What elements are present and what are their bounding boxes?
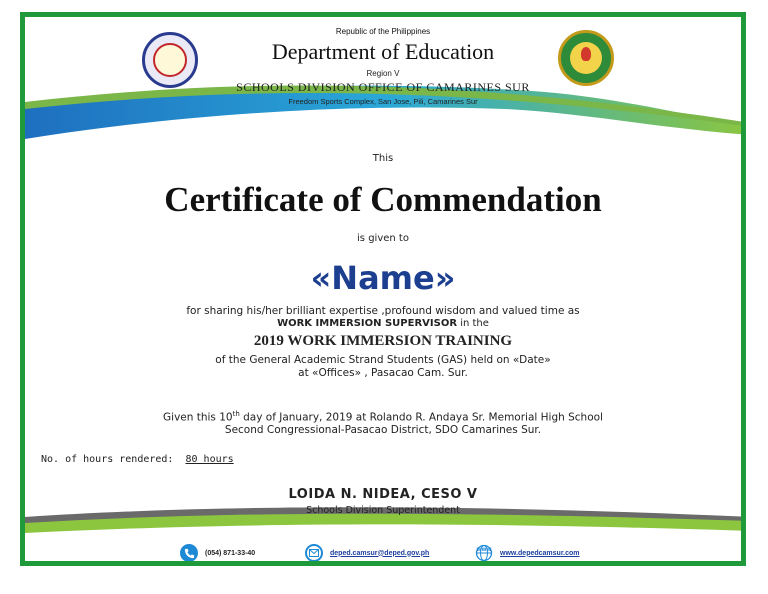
hours-value: 80 hours bbox=[185, 454, 234, 465]
hours-rendered bbox=[41, 454, 240, 465]
location-line: at «Offices» , Pasacao Cam. Sur. bbox=[298, 367, 468, 379]
email-contact[interactable] bbox=[305, 544, 429, 562]
recipient-name: «Name» bbox=[310, 259, 456, 297]
email-icon bbox=[305, 544, 323, 562]
division-address: Freedom Sports Complex, San Jose, Pili, Camarines Sur bbox=[288, 97, 478, 106]
role-suffix: in the bbox=[457, 318, 489, 329]
signatory-name: LOIDA N. NIDEA, CESO V bbox=[288, 487, 478, 502]
role-line bbox=[25, 318, 741, 329]
svg-text:WWW: WWW bbox=[476, 548, 492, 553]
intro-text: This bbox=[372, 153, 394, 164]
given-to-text: is given to bbox=[357, 233, 409, 244]
email-link[interactable]: deped.camsur@deped.gov.ph bbox=[330, 549, 430, 557]
website-contact[interactable] bbox=[475, 544, 580, 562]
training-year: 2019 bbox=[253, 333, 284, 349]
republic-text: Republic of the Philippines bbox=[335, 27, 431, 36]
training-title bbox=[25, 333, 741, 350]
hours-label: No. of hours rendered: bbox=[41, 454, 174, 465]
sharing-text: for sharing his/her brilliant expertise ,profound wisdom and valued time as bbox=[186, 305, 580, 317]
globe-icon bbox=[475, 544, 493, 562]
training-name: WORK IMMERSION TRAINING bbox=[287, 333, 513, 349]
certificate-frame bbox=[20, 12, 746, 566]
district-line: Second Congressional-Pasacao District, SDO Camarines Sur. bbox=[224, 424, 542, 436]
phone-number: (054) 871-33-40 bbox=[205, 549, 256, 557]
given-date-line: Given this 10th day of January, 2019 at Rolando R. Andaya Sr. Memorial High School bbox=[163, 410, 603, 424]
region-text: Region V bbox=[366, 69, 400, 78]
signatory-title: Schools Division Superintendent bbox=[306, 505, 460, 516]
phone-icon bbox=[180, 544, 198, 562]
phone-contact bbox=[180, 544, 255, 562]
website-link[interactable]: www.depedcamsur.com bbox=[500, 549, 580, 557]
department-title: Department of Education bbox=[271, 39, 495, 64]
footer-contacts bbox=[25, 544, 741, 564]
certificate-title: Certificate of Commendation bbox=[164, 180, 602, 219]
division-name: SCHOOLS DIVISION OFFICE OF CAMARINES SUR bbox=[236, 80, 530, 94]
gas-line: of the General Academic Strand Students (GAS) held on «Date» bbox=[215, 354, 551, 366]
role-text: WORK IMMERSION SUPERVISOR bbox=[277, 318, 458, 329]
